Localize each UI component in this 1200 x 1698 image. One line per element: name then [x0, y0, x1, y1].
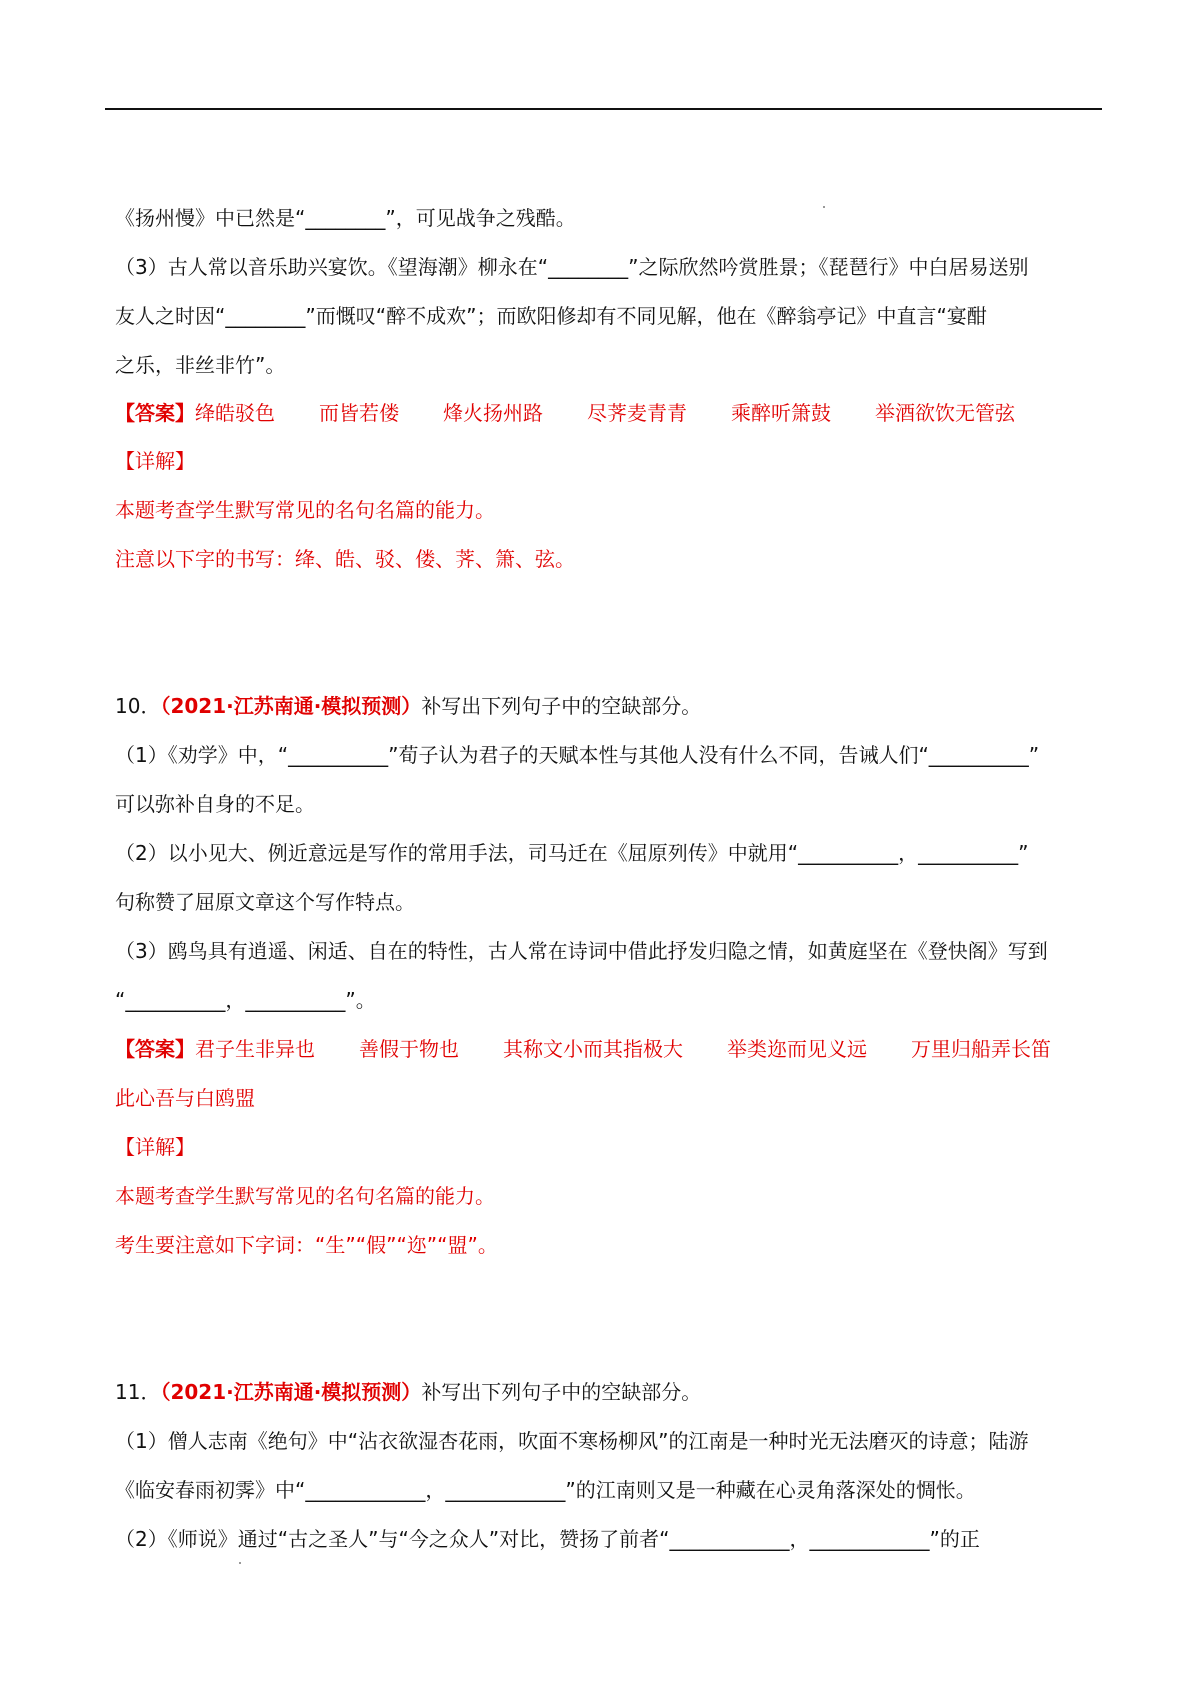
- answer-label: 【答案】: [115, 1037, 195, 1061]
- q10-s3-line-1: （3）鸥鸟具有逍遥、闲适、自在的特性，古人常在诗词中借此抒发归隐之情，如黄庭坚在《登快阁》写到: [115, 939, 1048, 963]
- q10-answer-row: [115, 1035, 1051, 1063]
- q11-prompt: 补写出下列句子中的空缺部分。: [421, 1380, 702, 1404]
- prev-question-line: 《扬州慢》中已然是“________”，可见战争之残酷。: [115, 206, 576, 230]
- answer-item: 尽荠麦青青: [587, 401, 687, 425]
- answer-item: 举酒欲饮无管弦: [875, 401, 1015, 425]
- q10-s2-line-1: （2）以小见大、例近意远是写作的常用手法，司马迁在《屈原列传》中就用“__________，__________”: [115, 841, 1029, 865]
- q10-s3-line-2: “__________，__________”。: [115, 988, 376, 1012]
- detail-label: 【详解】: [115, 449, 195, 473]
- q11-heading: [115, 1378, 701, 1406]
- detail-label: 【详解】: [115, 1135, 195, 1159]
- answer-item: 万里归船弄长笛: [911, 1037, 1051, 1061]
- answer-item: 举类迩而见义远: [727, 1037, 867, 1061]
- answer-item: 绛皓驳色: [195, 401, 275, 425]
- q10-s1-line-2: 可以弥补自身的不足。: [115, 792, 315, 816]
- answer-label: 【答案】: [115, 401, 195, 425]
- prev-q3-line-3: 之乐，非丝非竹”。: [115, 353, 286, 377]
- q10-s1-line-1: （1）《劝学》中，“__________”荀子认为君子的天赋本性与其他人没有什么不同，告诫人们“__________”: [115, 743, 1040, 767]
- prev-answer-row: [115, 399, 1015, 427]
- answer-item: 其称文小而其指极大: [503, 1037, 683, 1061]
- scan-speck: [239, 1562, 241, 1564]
- detail-text-1: 本题考查学生默写常见的名句名篇的能力。: [115, 1184, 495, 1208]
- q10-s2-line-2: 句称赞了屈原文章这个写作特点。: [115, 890, 415, 914]
- q11-s1-line-2: 《临安春雨初霁》中“____________，____________”的江南则又是一种藏在心灵角落深处的惆怅。: [115, 1478, 976, 1502]
- answer-item: 善假于物也: [359, 1037, 459, 1061]
- q11-source: （2021·江苏南通·模拟预测）: [160, 1380, 422, 1404]
- header-rule: [105, 108, 1102, 110]
- answer-item: 烽火扬州路: [443, 401, 543, 425]
- q10-prompt: 补写出下列句子中的空缺部分。: [421, 694, 702, 718]
- q11-number: 11．: [115, 1380, 161, 1404]
- q10-number: 10．: [115, 694, 161, 718]
- detail-text-2: 考生要注意如下字词：“生”“假”“迩”“盟”。: [115, 1233, 498, 1257]
- answer-item: 乘醉听箫鼓: [731, 401, 831, 425]
- prev-q3-line-2: 友人之时因“________”而慨叹“醉不成欢”；而欧阳修却有不同见解，他在《醉翁亭记》中直言“宴酣: [115, 304, 987, 328]
- scan-speck: [823, 206, 825, 208]
- answer-item: 君子生非异也: [195, 1037, 315, 1061]
- q11-s2-line-1: （2）《师说》通过“古之圣人”与“今之众人”对比，赞扬了前者“____________，____________”的正: [115, 1527, 980, 1551]
- detail-text-2: 注意以下字的书写：绛、皓、驳、偻、荠、箫、弦。: [115, 547, 575, 571]
- answer-item: 而皆若偻: [319, 401, 399, 425]
- detail-text-1: 本题考查学生默写常见的名句名篇的能力。: [115, 498, 495, 522]
- q11-s1-line-1: （1）僧人志南《绝句》中“沾衣欲湿杏花雨，吹面不寒杨柳风”的江南是一种时光无法磨灭的诗意；陆游: [115, 1429, 1029, 1453]
- q10-heading: [115, 692, 701, 720]
- q10-source: （2021·江苏南通·模拟预测）: [160, 694, 422, 718]
- q10-answer-line-2: 此心吾与白鸥盟: [115, 1086, 255, 1110]
- prev-q3-line-1: （3）古人常以音乐助兴宴饮。《望海潮》柳永在“________”之际欣然吟赏胜景；《琵琶行》中白居易送别: [115, 255, 1029, 279]
